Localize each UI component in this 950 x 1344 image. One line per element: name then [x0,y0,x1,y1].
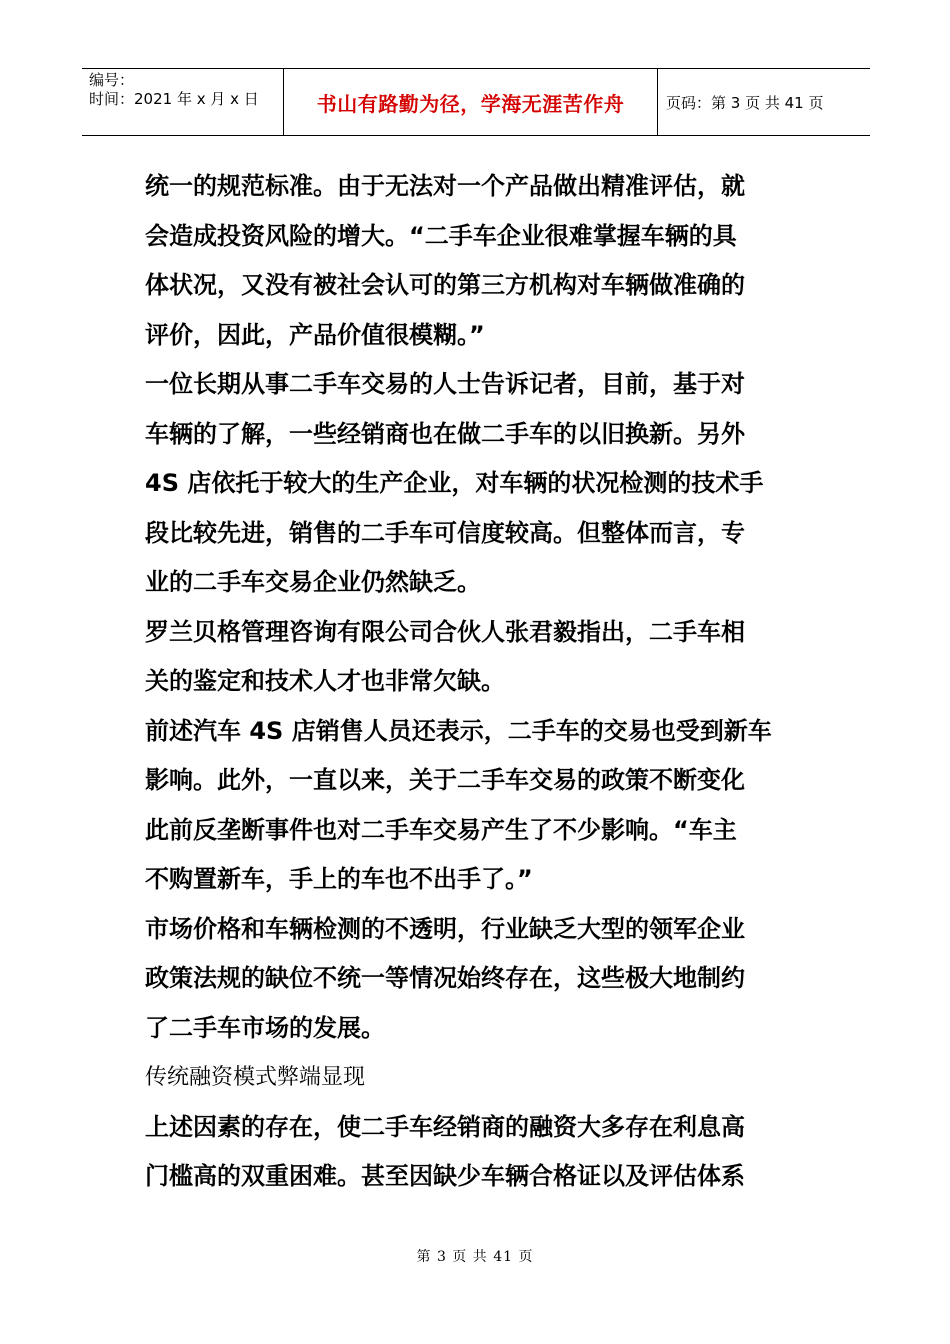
body-line: 业的二手车交易企业仍然缺乏。 [145,568,481,596]
body-line: 评价，因此，产品价值很模糊。” [145,320,485,349]
header-page-cell [658,69,870,135]
body-line: 段比较先进，销售的二手车可信度较高。但整体而言，专 [145,518,745,547]
body-line: 前述汽车 4S 店销售人员还表示，二手车的交易也受到新车 [145,716,772,745]
body-line: 统一的规范标准。由于无法对一个产品做出精准评估，就 [145,172,745,200]
footer-page-number: 第 3 页 共 41 页 [416,1249,534,1265]
body-line: 市场价格和车辆检测的不透明，行业缺乏大型的领军企业 [145,914,745,943]
document-body [145,162,810,1202]
body-line: 4S 店依托于较大的生产企业，对车辆的状况检测的技术手 [145,469,764,497]
header-meta-cell [82,69,284,135]
page-footer [0,1246,950,1266]
body-line: 政策法规的缺位不统一等情况始终存在，这些极大地制约 [145,964,745,992]
body-line: 体状况，又没有被社会认可的第三方机构对车辆做准确的 [145,271,745,299]
body-line: 门槛高的双重困难。甚至因缺少车辆合格证以及评估体系 [145,1162,745,1190]
body-line: 会造成投资风险的增大。“二手车企业很难掌握车辆的具 [145,221,737,250]
body-line: 上述因素的存在，使二手车经销商的融资大多存在利息高 [145,1112,745,1141]
header-table [82,68,870,136]
header-page-info: 页码：第 3 页 共 41 页 [666,93,824,112]
body-line: 关的鉴定和技术人才也非常欠缺。 [145,667,505,695]
document-number-label: 编号： [89,71,135,89]
body-line: 了二手车市场的发展。 [145,1013,385,1042]
body-line: 车辆的了解，一些经销商也在做二手车的以旧换新。另外 [145,419,745,448]
body-line: 不购置新车，手上的车也不出手了。” [145,865,533,893]
document-time-label: 时间：2021 年 x 月 x 日 [89,90,259,108]
header-motto: 书山有路勤为径，学海无涯苦作舟 [316,91,625,116]
header-motto-cell [284,69,658,135]
body-line: 此前反垄断事件也对二手车交易产生了不少影响。“车主 [145,815,737,844]
body-line: 一位长期从事二手车交易的人士告诉记者，目前，基于对 [145,370,745,398]
section-heading: 传统融资模式弊端显现 [145,1065,366,1090]
body-line: 影响。此外，一直以来，关于二手车交易的政策不断变化 [145,766,745,794]
body-line: 罗兰贝格管理咨询有限公司合伙人张君毅指出，二手车相 [145,617,745,646]
